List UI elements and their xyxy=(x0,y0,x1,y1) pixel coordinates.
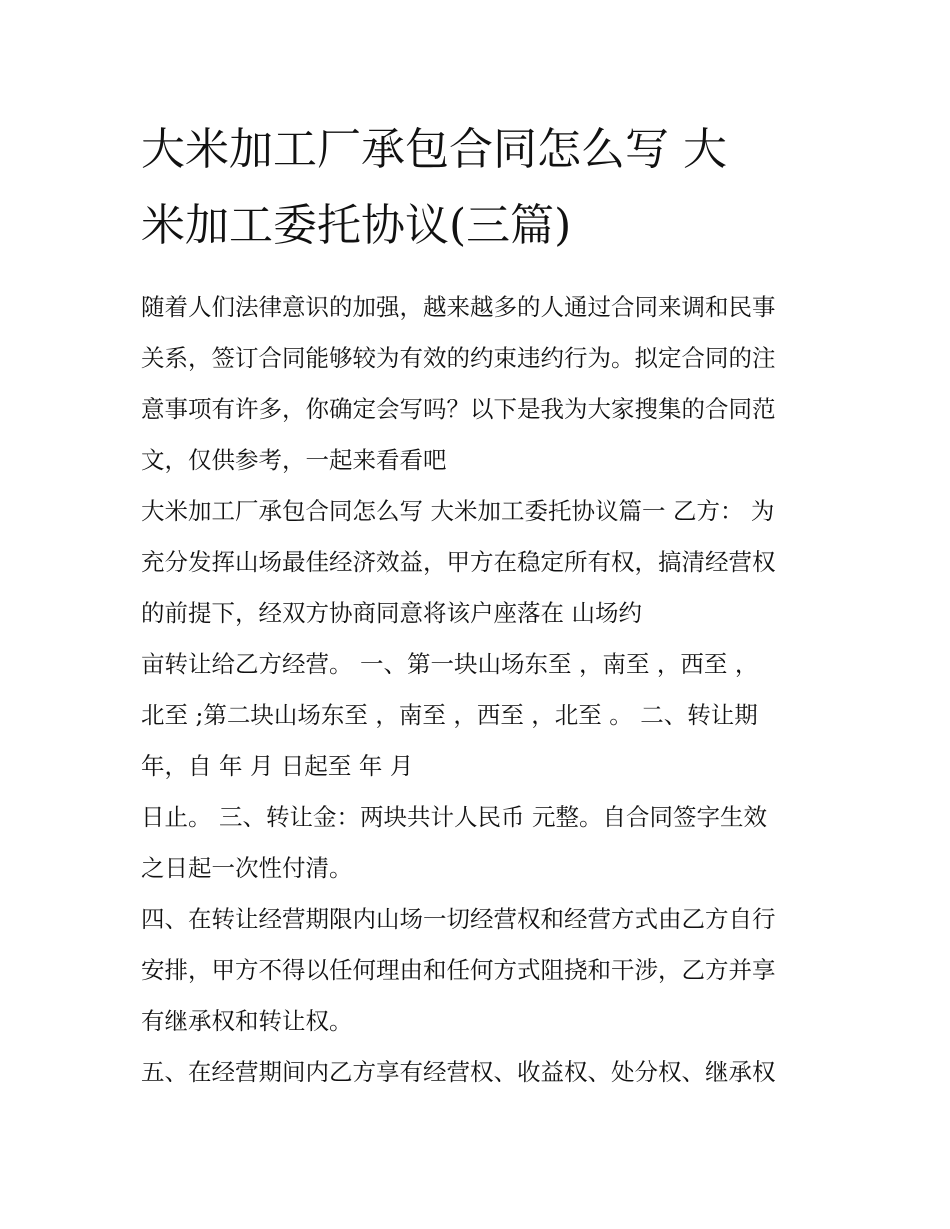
text-line: 的前提下，经双方协商同意将该户座落在 山场约 xyxy=(141,599,642,627)
text-line: 五、在经营期间内乙方享有经营权、收益权、处分权、继承权 xyxy=(141,1058,776,1086)
text-line: 安排，甲方不得以任何理由和任何方式阻挠和干涉，乙方并享 xyxy=(141,956,776,984)
title-line: 大米加工厂承包合同怎么写 大 xyxy=(141,124,727,175)
text-line: 之日起一次性付清。 xyxy=(141,854,353,882)
text-line: 有继承权和转让权。 xyxy=(141,1007,353,1035)
contract-paragraph-one xyxy=(141,486,813,792)
text-line: 四、在转让经营期限内山场一切经营权和经营方式由乙方自行 xyxy=(141,905,776,933)
document-title xyxy=(141,112,813,264)
text-line: 关系，签订合同能够较为有效的约束违约行为。拟定合同的注 xyxy=(141,344,776,372)
text-line: 随着人们法律意识的加强，越来越多的人通过合同来调和民事 xyxy=(141,293,776,321)
text-line: 大米加工厂承包合同怎么写 大米加工委托协议篇一 乙方： 为 xyxy=(141,497,775,525)
text-line: 意事项有许多，你确定会写吗？以下是我为大家搜集的合同范 xyxy=(141,395,776,423)
text-line: 文，仅供参考，一起来看看吧 xyxy=(141,446,447,474)
transfer-fee-paragraph xyxy=(141,792,813,894)
text-line: 北至 ;第二块山场东至 ，南至 ，西至 ，北至 。 二、转让期 xyxy=(141,701,758,729)
document-page xyxy=(141,112,813,1098)
text-line: 年，自 年 月 日起至 年 月 xyxy=(141,752,414,780)
text-line: 日止。 三、转让金：两块共计人民币 元整。自合同签字生效 xyxy=(141,803,767,831)
clause-five-paragraph xyxy=(141,1047,813,1098)
text-line: 亩转让给乙方经营。 一、第一块山场东至 ，南至 ，西至 ， xyxy=(141,650,759,678)
intro-paragraph xyxy=(141,282,813,486)
clause-four-paragraph xyxy=(141,894,813,1047)
text-line: 充分发挥山场最佳经济效益，甲方在稳定所有权，搞清经营权 xyxy=(141,548,776,576)
title-line: 米加工委托协议(三篇) xyxy=(141,200,572,251)
